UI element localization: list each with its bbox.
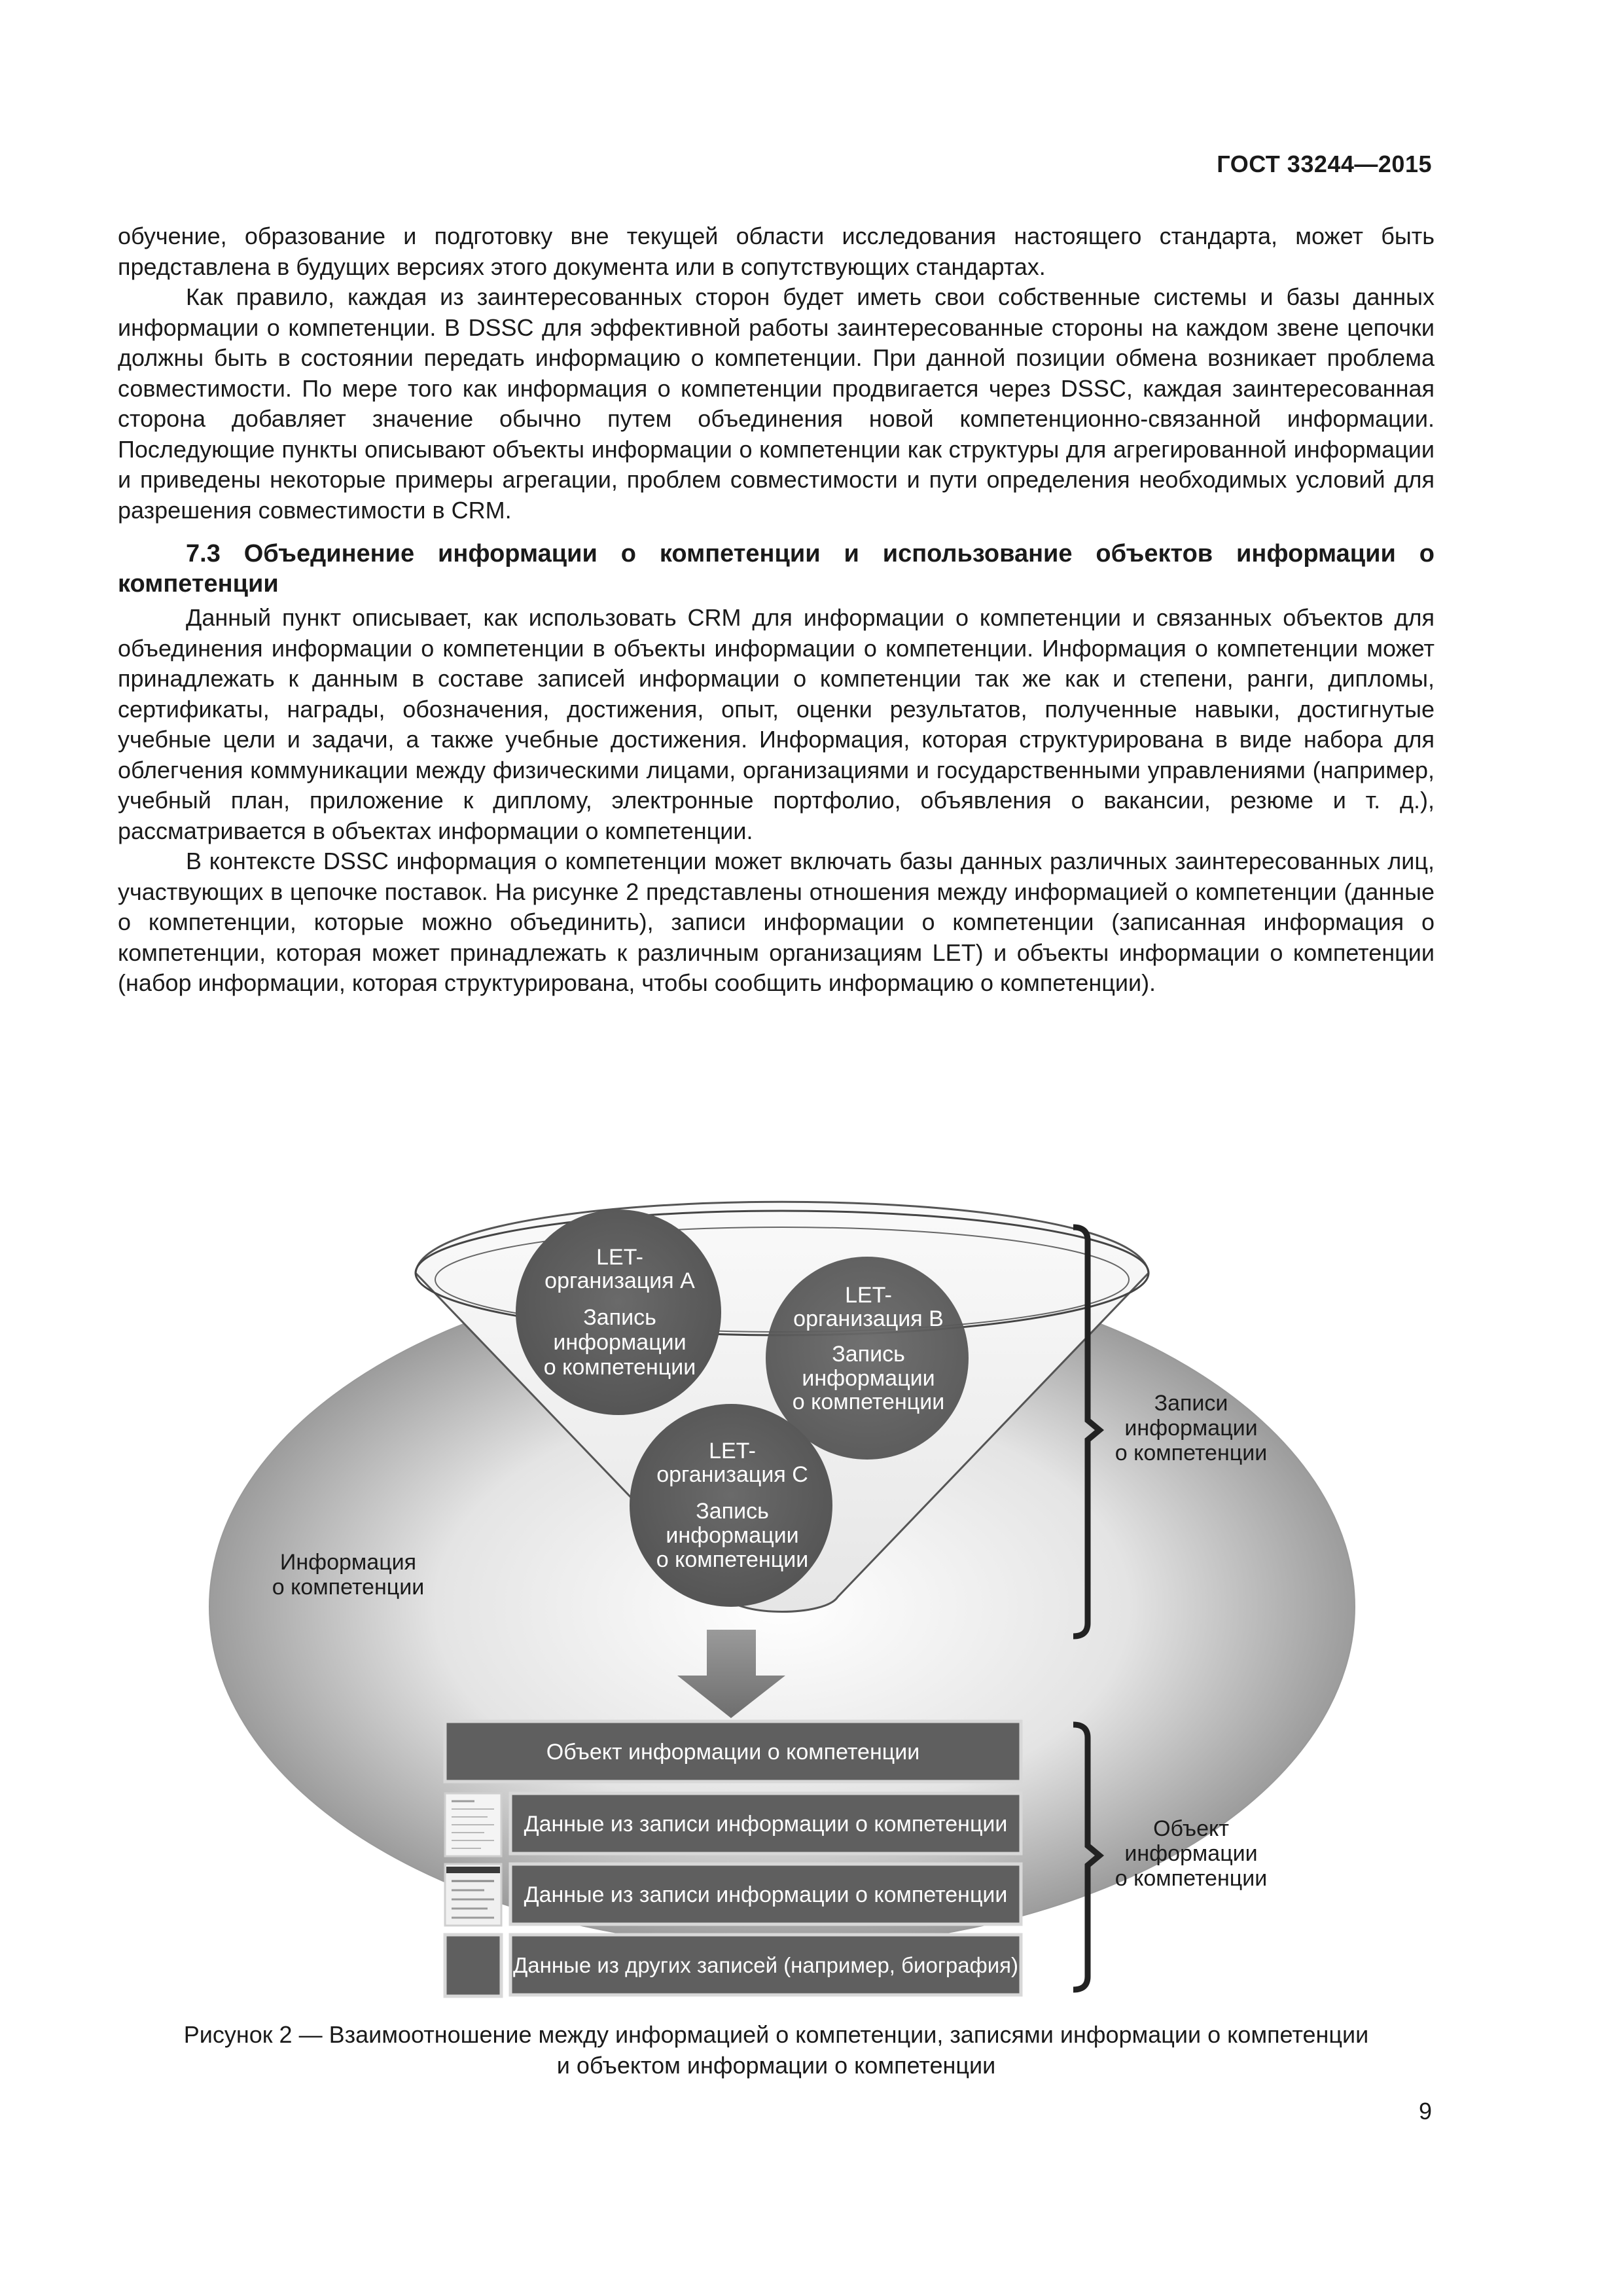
- paragraph: В контексте DSSC информация о компетенции может включать базы данных различных заинтересованных лиц, участвующих в цепочке поставок. На рисунке 2 представлены отношения между информацией о компетенции (данные о компетенции, которые можно объединить), записи информации о компетенции (записанная информация о компетенции, которая может принадлежать к различным организациям LET) и объекты информации о компетенции (набор информации, которая структурирована, чтобы сообщить информацию о компетенции).: [118, 848, 1435, 996]
- paragraph-continuation: обучение, образование и подготовку вне текущей области исследования настоящего стандарта, может быть представлена в будущих версиях этого документа или в сопутствующих стандартах.: [118, 223, 1435, 280]
- data-row-3-swatch: [445, 1935, 501, 1996]
- circle-b-line: организация В: [793, 1306, 944, 1331]
- circle-b-line: о компетенции: [792, 1390, 945, 1414]
- data-row-1-text: Данные из записи информации о компетенции: [524, 1812, 1008, 1837]
- figure-caption: [118, 2019, 1435, 2081]
- page-number: 9: [1418, 2098, 1432, 2125]
- circle-b-line: информации: [802, 1366, 935, 1391]
- circle-c-line: информации: [666, 1523, 799, 1548]
- figure-caption-line: и объектом информации о компетенции: [556, 2052, 996, 2079]
- records-label-line: о компетенции: [1115, 1441, 1268, 1465]
- circle-c-line: о компетенции: [656, 1547, 809, 1572]
- object-label-line: Объект: [1153, 1816, 1229, 1841]
- document-header: ГОСТ 33244—2015: [1217, 151, 1432, 177]
- circle-a-line: LET-: [596, 1245, 643, 1270]
- section-title: 7.3 Объединение информации о компетенции и использование объектов информации о компетенции: [118, 540, 1435, 598]
- figure-caption-line: Рисунок 2 — Взаимоотношение между информацией о компетенции, записями информации о компетенции: [183, 2021, 1369, 2048]
- circle-c-line: Запись: [696, 1499, 769, 1524]
- document-thumbnail-2: [445, 1864, 501, 1926]
- object-label-line: информации: [1124, 1841, 1258, 1866]
- circle-c-line: организация С: [656, 1462, 808, 1487]
- object-header-text: Объект информации о компетенции: [546, 1740, 920, 1765]
- paragraph: Данный пункт описывает, как использовать CRM для информации о компетенции и связанных объектов для объединения информации о компетенции в объекты информации о компетенции. Информация о компетенции может принадлежать к данным в составе записей информации о компетенции так же как и степени, ранги, дипломы, сертификаты, награды, обозначения, достижения, опыт, оценки результатов, полученные навыки, достигнутые учебные цели и задачи, а также учебные достижения. Информация, которая структурирована в виде набора для облегчения коммуникации между физическими лицами, организациями и государственными управлениями (например, учебный план, приложение к диплому, электронные портфолио, объявления о вакансии, резюме и т. д.), рассматривается в объектах информации о компетенции.: [118, 604, 1435, 844]
- paragraph: Как правило, каждая из заинтересованных сторон будет иметь свои собственные системы и базы данных информации о компетенции. В DSSC для эффективной работы заинтересованные стороны на каждом звене цепочки должны быть в состоянии передать информацию о компетенции. При данной позиции обмена возникает проблема совместимости. По мере того как информация о компетенции продвигается через DSSC, каждая заинтересованная сторона добавляет значение обычно путем объединения новой компетенционно-связанной информации. Последующие пункты описывают объекты информации о компетенции как структуры для агрегированной информации и приведены некоторые примеры агрегации, проблем совместимости и пути определения необходимых условий для разрешения совместимости в CRM.: [118, 283, 1435, 524]
- circle-c-line: LET-: [709, 1439, 756, 1463]
- circle-a-line: о компетенции: [543, 1355, 696, 1380]
- document-thumbnail-1: [445, 1793, 501, 1856]
- circle-b-line: Запись: [832, 1342, 905, 1367]
- data-row-2-text: Данные из записи информации о компетенции: [524, 1882, 1008, 1907]
- circle-a-line: организация А: [544, 1268, 695, 1293]
- circle-a-line: Запись: [583, 1305, 656, 1330]
- records-label-line: Записи: [1154, 1391, 1228, 1416]
- ellipse-label-line: о компетенции: [272, 1575, 425, 1600]
- ellipse-label-line: Информация: [279, 1550, 417, 1575]
- circle-a-line: информации: [553, 1330, 687, 1355]
- object-label-line: о компетенции: [1115, 1866, 1268, 1891]
- data-row-3-text: Данные из других записей (например, биография): [512, 1953, 1019, 1977]
- records-label-line: информации: [1124, 1416, 1258, 1441]
- circle-b-line: LET-: [845, 1283, 892, 1308]
